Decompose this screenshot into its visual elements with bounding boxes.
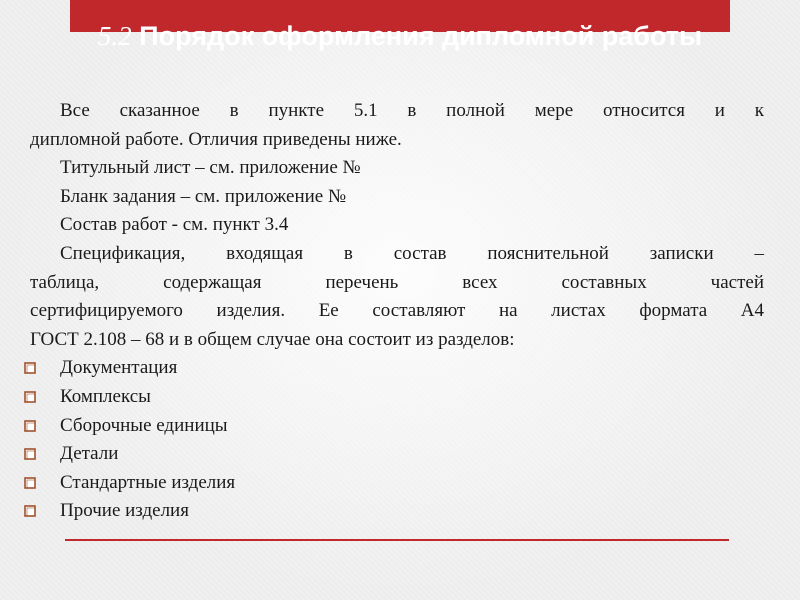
slide-body: [30, 97, 764, 526]
title-text: Порядок оформления дипломной работы: [139, 21, 703, 51]
list-item-label: Детали: [60, 443, 119, 465]
checkbox-square-icon: [24, 477, 36, 489]
list-item-label: Прочие изделия: [60, 500, 189, 522]
list-item-label: Документация: [60, 357, 178, 379]
spec-line-1: Спецификация, входящая в состав пояснительной записки –: [60, 242, 764, 264]
spec-line-2: таблица, содержащая перечень всех составных частей: [30, 271, 764, 293]
list-item-label: Комплексы: [60, 385, 151, 407]
list-item: [30, 354, 764, 383]
checkbox-square-icon: [24, 505, 36, 517]
checkbox-square-icon: [24, 362, 36, 374]
sections-list: [30, 354, 764, 526]
checkbox-square-icon: [24, 420, 36, 432]
bottom-divider: [65, 539, 729, 541]
intro-line-1: Все сказанное в пункте 5.1 в полной мере относится и к: [60, 100, 764, 121]
list-item: [30, 383, 764, 412]
checkbox-square-icon: [24, 391, 36, 403]
intro-paragraph: [30, 97, 764, 154]
intro-line-2: дипломной работе. Отличия приведены ниже.: [30, 128, 402, 150]
title-page-line: Титульный лист – см. приложение №: [60, 157, 361, 179]
assignment-form-line: Бланк задания – см. приложение №: [60, 185, 347, 207]
list-item: [30, 497, 764, 526]
spec-line-3: сертифицируемого изделия. Ее составляют на листах формата А4: [30, 300, 764, 322]
checkbox-square-icon: [24, 448, 36, 460]
spec-line-4: ГОСТ 2.108 – 68 и в общем случае она состоит из разделов:: [30, 328, 515, 350]
list-item-label: Сборочные единицы: [60, 414, 228, 436]
work-composition-line: Состав работ - см. пункт 3.4: [60, 214, 289, 236]
list-item: [30, 440, 764, 469]
slide-title: [0, 18, 800, 54]
list-item-label: Стандартные изделия: [60, 471, 236, 493]
title-number: 5.2: [97, 21, 132, 51]
list-item: [30, 469, 764, 498]
list-item: [30, 412, 764, 441]
specification-paragraph: [30, 240, 764, 354]
